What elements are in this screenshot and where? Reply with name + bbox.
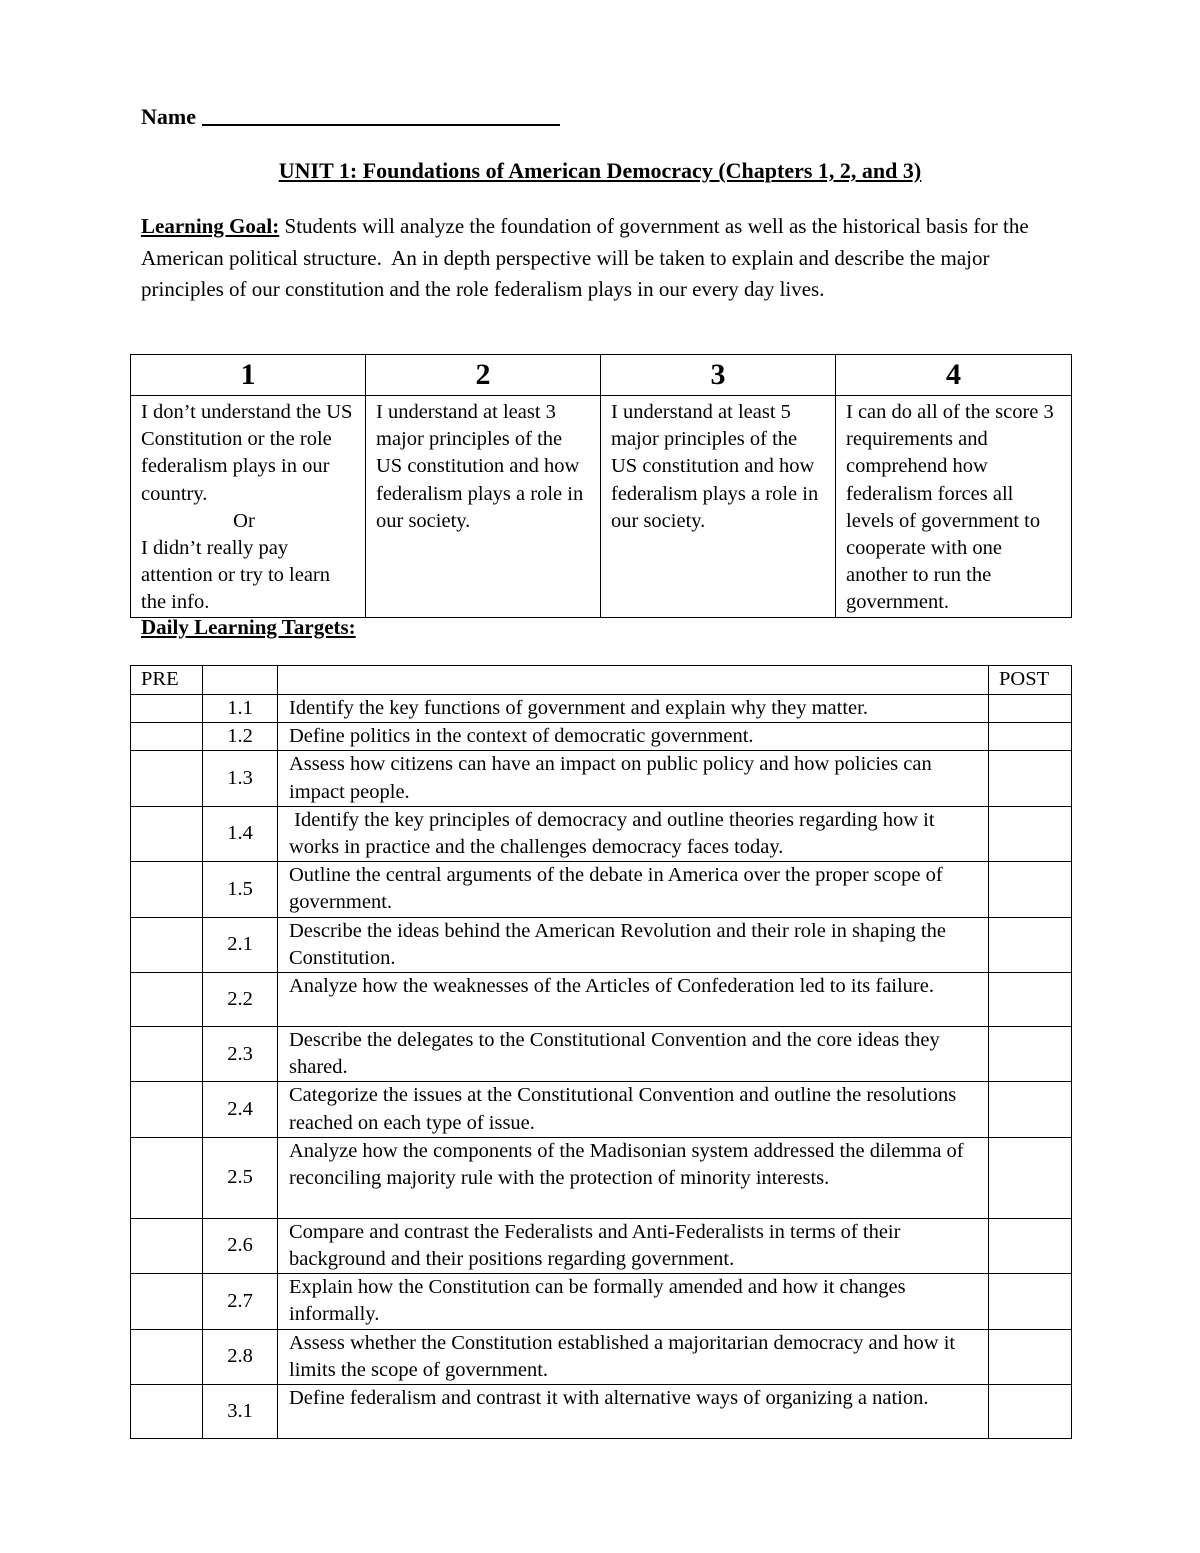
- table-row: [131, 1082, 1072, 1137]
- scoring-rubric: [130, 354, 1072, 618]
- pre-checkbox-cell[interactable]: [131, 1137, 203, 1218]
- post-checkbox-cell[interactable]: [989, 723, 1072, 751]
- target-description: Compare and contrast the Federalists and Anti-Federalists in terms of their background and their positions regarding government.: [278, 1218, 989, 1273]
- target-description: Identify the key principles of democracy and outline theories regarding how it works in practice and the challenges democracy faces today.: [278, 806, 989, 861]
- target-header: [278, 666, 989, 695]
- score-1-text-b: I didn’t really pay attention or try to learn the info.: [141, 537, 330, 614]
- daily-targets-table: [130, 665, 1072, 1439]
- score-4-description: I can do all of the score 3 requirements and comprehend how federalism forces all levels of government to cooperate with one another to run the government.: [836, 396, 1072, 618]
- score-1-or: Or: [233, 509, 255, 532]
- pre-header: PRE: [131, 666, 203, 695]
- name-field: [141, 100, 560, 130]
- target-number: 2.8: [203, 1329, 278, 1384]
- target-number: 1.2: [203, 723, 278, 751]
- post-checkbox-cell[interactable]: [989, 1274, 1072, 1329]
- target-description: Categorize the issues at the Constitutional Convention and outline the resolutions reached on each type of issue.: [278, 1082, 989, 1137]
- num-header: [203, 666, 278, 695]
- target-number: 1.1: [203, 695, 278, 723]
- table-row: [131, 973, 1072, 1027]
- name-blank[interactable]: [202, 100, 560, 126]
- pre-checkbox-cell[interactable]: [131, 806, 203, 861]
- post-header: POST: [989, 666, 1072, 695]
- score-2-description: I understand at least 3 major principles of the US constitution and how federalism plays a role in our society.: [366, 396, 601, 618]
- pre-checkbox-cell[interactable]: [131, 695, 203, 723]
- target-number: 1.4: [203, 806, 278, 861]
- target-description: Describe the delegates to the Constitutional Convention and the core ideas they shared.: [278, 1027, 989, 1082]
- post-checkbox-cell[interactable]: [989, 1218, 1072, 1273]
- learning-goal: [141, 211, 1066, 306]
- score-3-header: 3: [601, 355, 836, 396]
- score-1-text-a: I don’t understand the US Constitution or the role federalism plays in our country.: [141, 401, 353, 505]
- table-row: [131, 1137, 1072, 1218]
- score-1-description: [131, 396, 366, 618]
- post-checkbox-cell[interactable]: [989, 862, 1072, 917]
- unit-title: UNIT 1: Foundations of American Democracy (Chapters 1, 2, and 3): [278, 158, 922, 183]
- pre-checkbox-cell[interactable]: [131, 1027, 203, 1082]
- pre-checkbox-cell[interactable]: [131, 973, 203, 1027]
- score-4-header: 4: [836, 355, 1072, 396]
- target-description: Explain how the Constitution can be formally amended and how it changes informally.: [278, 1274, 989, 1329]
- post-checkbox-cell[interactable]: [989, 806, 1072, 861]
- target-number: 2.3: [203, 1027, 278, 1082]
- table-row: [131, 723, 1072, 751]
- pre-checkbox-cell[interactable]: [131, 1329, 203, 1384]
- score-3-description: I understand at least 5 major principles of the US constitution and how federalism plays a role in our society.: [601, 396, 836, 618]
- pre-checkbox-cell[interactable]: [131, 862, 203, 917]
- pre-checkbox-cell[interactable]: [131, 751, 203, 806]
- table-row: [131, 1385, 1072, 1439]
- table-header-row: [131, 666, 1072, 695]
- score-1-header: 1: [131, 355, 366, 396]
- table-row: [131, 917, 1072, 972]
- post-checkbox-cell[interactable]: [989, 917, 1072, 972]
- pre-checkbox-cell[interactable]: [131, 1274, 203, 1329]
- target-description: Outline the central arguments of the debate in America over the proper scope of government.: [278, 862, 989, 917]
- learning-goal-label: Learning Goal:: [141, 214, 280, 238]
- score-2-header: 2: [366, 355, 601, 396]
- target-description: Define federalism and contrast it with alternative ways of organizing a nation.: [278, 1385, 989, 1439]
- target-number: 2.5: [203, 1137, 278, 1218]
- target-description: Assess how citizens can have an impact on public policy and how policies can impact people.: [278, 751, 989, 806]
- table-row: [131, 1027, 1072, 1082]
- pre-checkbox-cell[interactable]: [131, 1385, 203, 1439]
- learning-goal-text: Students will analyze the foundation of government as well as the historical basis for the American political structure. An in depth perspective will be taken to explain and describe the major principles of our constitution and the role federalism plays in our every day lives.: [141, 214, 1033, 301]
- post-checkbox-cell[interactable]: [989, 973, 1072, 1027]
- target-number: 2.2: [203, 973, 278, 1027]
- table-row: [131, 1218, 1072, 1273]
- target-description: Analyze how the components of the Madisonian system addressed the dilemma of reconciling majority rule with the protection of minority interests.: [278, 1137, 989, 1218]
- table-row: [131, 751, 1072, 806]
- target-number: 1.3: [203, 751, 278, 806]
- target-number: 2.6: [203, 1218, 278, 1273]
- table-row: [131, 806, 1072, 861]
- post-checkbox-cell[interactable]: [989, 1082, 1072, 1137]
- target-number: 2.7: [203, 1274, 278, 1329]
- pre-checkbox-cell[interactable]: [131, 1218, 203, 1273]
- target-description: Analyze how the weaknesses of the Articles of Confederation led to its failure.: [278, 973, 989, 1027]
- daily-targets-heading: Daily Learning Targets:: [141, 615, 356, 639]
- target-number: 2.4: [203, 1082, 278, 1137]
- target-number: 2.1: [203, 917, 278, 972]
- post-checkbox-cell[interactable]: [989, 1385, 1072, 1439]
- post-checkbox-cell[interactable]: [989, 1137, 1072, 1218]
- target-description: Assess whether the Constitution established a majoritarian democracy and how it limits the scope of government.: [278, 1329, 989, 1384]
- target-description: Describe the ideas behind the American Revolution and their role in shaping the Constitution.: [278, 917, 989, 972]
- target-number: 3.1: [203, 1385, 278, 1439]
- post-checkbox-cell[interactable]: [989, 695, 1072, 723]
- post-checkbox-cell[interactable]: [989, 1329, 1072, 1384]
- pre-checkbox-cell[interactable]: [131, 917, 203, 972]
- pre-checkbox-cell[interactable]: [131, 1082, 203, 1137]
- table-row: [131, 1274, 1072, 1329]
- post-checkbox-cell[interactable]: [989, 751, 1072, 806]
- name-label: Name: [141, 104, 196, 129]
- target-description: Define politics in the context of democratic government.: [278, 723, 989, 751]
- target-description: Identify the key functions of government and explain why they matter.: [278, 695, 989, 723]
- table-row: [131, 862, 1072, 917]
- table-row: [131, 1329, 1072, 1384]
- pre-checkbox-cell[interactable]: [131, 723, 203, 751]
- target-number: 1.5: [203, 862, 278, 917]
- post-checkbox-cell[interactable]: [989, 1027, 1072, 1082]
- table-row: [131, 695, 1072, 723]
